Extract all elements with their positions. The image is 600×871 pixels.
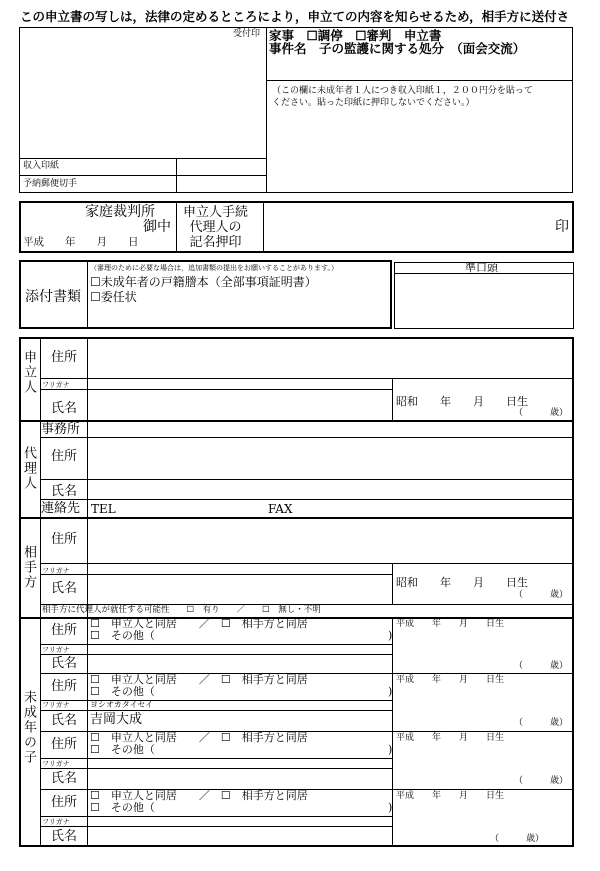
child2-age: （ 歳） <box>514 718 569 728</box>
child2-furigana-value[interactable]: ヨシオカタイセイ <box>90 700 154 709</box>
child1-other-close: ) <box>388 629 393 642</box>
child3-other-option[interactable]: ☐ その他（ <box>90 743 155 756</box>
attachments-note: （審理のために必要な場合は，追加書類の提出をお願いすることがあります。） <box>90 264 338 272</box>
child3-name-label: 氏名 <box>51 771 78 786</box>
agent-contact-label: 連絡先 <box>41 501 81 516</box>
attach-item-ininjo[interactable]: ☐委任状 <box>90 290 137 304</box>
agent-tel-label: TEL <box>91 502 116 516</box>
child4-furigana-label: フリガナ <box>42 818 70 826</box>
child3-cohabit-options[interactable]: ☐ 申立人と同居 ／ ☐ 相手方と同居 <box>90 731 308 744</box>
agent-fax-label: FAX <box>268 502 293 516</box>
applicant-age: （ 歳） <box>514 408 569 418</box>
respondent-birthdate: 昭和 年 月 日生 <box>396 576 528 589</box>
child2-birthdate: 平成 年 月 日生 <box>396 675 505 685</box>
child2-name-label: 氏名 <box>51 713 78 728</box>
junkoto-label: 準口頭 <box>465 261 498 274</box>
parties-table <box>19 337 574 847</box>
notice-text: この申立書の写しは，法律の定めるところにより，申立ての内容を知らせるため，相手方に送付さ <box>20 9 570 24</box>
child1-cohabit-options[interactable]: ☐ 申立人と同居 ／ ☐ 相手方と同居 <box>90 617 308 630</box>
uketsuke-label: 受付印 <box>233 29 261 39</box>
child3-address-label: 住所 <box>51 737 78 752</box>
child2-cohabit-options[interactable]: ☐ 申立人と同居 ／ ☐ 相手方と同居 <box>90 673 308 686</box>
agent-name-label: 氏名 <box>51 484 78 499</box>
court-name: 家庭裁判所 <box>85 204 155 220</box>
respondent-age: （ 歳） <box>514 590 569 600</box>
filing-date: 平成 年 月 日 <box>23 236 139 248</box>
revenue-stamp-label: 収入印紙 <box>23 161 60 171</box>
child2-other-close: ) <box>388 685 393 698</box>
child4-cohabit-options[interactable]: ☐ 申立人と同居 ／ ☐ 相手方と同居 <box>90 789 308 802</box>
child1-age: （ 歳） <box>514 661 569 671</box>
child4-birthdate: 平成 年 月 日生 <box>396 791 505 801</box>
child3-birthdate: 平成 年 月 日生 <box>396 733 505 743</box>
child4-other-close: ) <box>388 801 393 814</box>
child2-address-label: 住所 <box>51 679 78 694</box>
case-title: 家事 ☐調停 ☐審判 申立書 <box>269 28 442 43</box>
agent-office-label: 事務所 <box>41 422 81 437</box>
child2-name-value[interactable]: 吉岡大成 <box>90 712 143 727</box>
stamp-note: （この欄に未成年者１人につき収入印紙１，２００円分を貼って ください。貼った印紙に押印しないでください。） <box>272 86 533 108</box>
child1-birthdate: 平成 年 月 日生 <box>396 619 505 629</box>
child1-other-option[interactable]: ☐ その他（ <box>90 629 155 642</box>
applicant-address-label: 住所 <box>51 350 78 365</box>
child4-address-label: 住所 <box>51 795 78 810</box>
case-name: 事件名 子の監護に関する処分 （面会交流） <box>269 41 526 56</box>
applicant-section-label: 申立人 <box>21 350 36 395</box>
agent-seal-label: 申立人手続 代理人の 記名押印 <box>183 205 249 251</box>
child4-name-label: 氏名 <box>51 829 78 844</box>
attachments-label: 添付書類 <box>25 289 81 305</box>
child2-other-option[interactable]: ☐ その他（ <box>90 685 155 698</box>
postage-label: 予納郵便切手 <box>23 179 78 189</box>
applicant-birthdate: 昭和 年 月 日生 <box>396 395 528 408</box>
child1-furigana-label: フリガナ <box>42 646 70 654</box>
applicant-name-label: 氏名 <box>51 401 78 416</box>
child3-age: （ 歳） <box>514 776 569 786</box>
child4-other-option[interactable]: ☐ その他（ <box>90 801 155 814</box>
court-onchu: 御中 <box>143 219 171 235</box>
attach-item-koseki[interactable]: ☐未成年者の戸籍謄本（全部事項証明書） <box>90 275 317 289</box>
seal-mark: 印 <box>555 219 569 235</box>
minors-section-label: 未成年の子 <box>21 690 36 765</box>
child3-furigana-label: フリガナ <box>42 760 70 768</box>
agent-section-label: 代理人 <box>21 446 36 491</box>
child2-furigana-label: フリガナ <box>42 701 70 709</box>
respondent-address-label: 住所 <box>51 532 78 547</box>
respondent-furigana-label: フリガナ <box>42 567 70 575</box>
child4-age: （ 歳） <box>490 834 545 844</box>
respondent-name-label: 氏名 <box>51 581 78 596</box>
child1-address-label: 住所 <box>51 623 78 638</box>
respondent-agent-possibility[interactable]: 相手方に代理人が就任する可能性 ☐ 有り ／ ☐ 無し・不明 <box>42 605 321 615</box>
child1-name-label: 氏名 <box>51 656 78 671</box>
applicant-furigana-label: フリガナ <box>42 381 70 389</box>
agent-address-label: 住所 <box>51 449 78 464</box>
child3-other-close: ) <box>388 743 393 756</box>
respondent-section-label: 相手方 <box>21 545 36 590</box>
